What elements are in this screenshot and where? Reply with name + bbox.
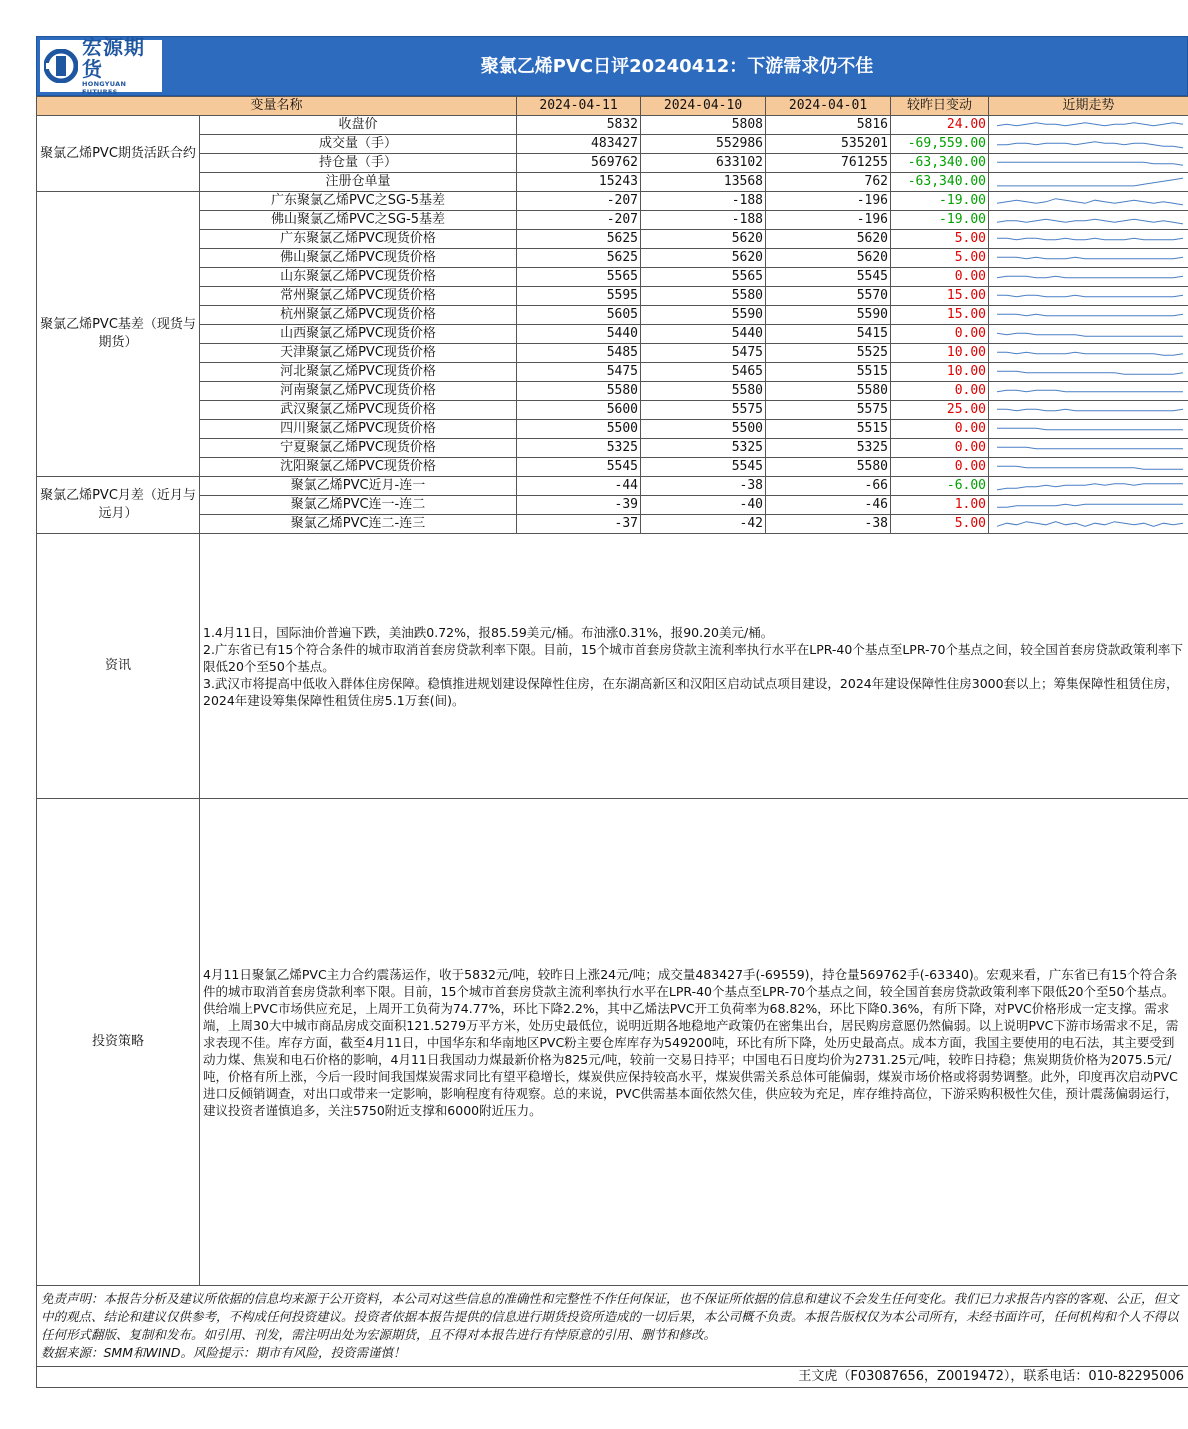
value-date3: 5515 bbox=[766, 420, 891, 439]
sparkline-path bbox=[997, 504, 1183, 507]
report-sheet bbox=[36, 36, 1188, 1388]
variable-name: 聚氯乙烯PVC连一-连二 bbox=[200, 496, 517, 515]
trend-sparkline bbox=[989, 344, 1188, 363]
sparkline-path bbox=[997, 333, 1183, 336]
value-date2: -38 bbox=[641, 477, 766, 496]
variable-name: 河北聚氯乙烯PVC现货价格 bbox=[200, 363, 517, 382]
change-value: 0.00 bbox=[891, 458, 989, 477]
change-value: 25.00 bbox=[891, 401, 989, 420]
trend-sparkline bbox=[989, 116, 1188, 135]
news-label: 资讯 bbox=[37, 534, 200, 799]
change-value: 0.00 bbox=[891, 420, 989, 439]
value-date3: 5545 bbox=[766, 268, 891, 287]
value-date2: 5465 bbox=[641, 363, 766, 382]
table-row bbox=[37, 135, 1188, 154]
value-date2: 5620 bbox=[641, 230, 766, 249]
sparkline-path bbox=[997, 522, 1183, 527]
value-date1: 5485 bbox=[517, 344, 641, 363]
author-contact: 王文虎（F03087656，Z0019472），联系电话：010-82295006 bbox=[37, 1367, 1188, 1388]
col-header-change: 较昨日变动 bbox=[891, 97, 989, 116]
sparkline-path bbox=[997, 447, 1183, 449]
value-date1: 5440 bbox=[517, 325, 641, 344]
table-row bbox=[37, 382, 1188, 401]
value-date2: 5565 bbox=[641, 268, 766, 287]
value-date3: 5580 bbox=[766, 458, 891, 477]
trend-sparkline bbox=[989, 173, 1188, 192]
logo-en-text: HONGYUAN FUTURES bbox=[82, 80, 127, 96]
value-date2: 5808 bbox=[641, 116, 766, 135]
value-date2: 5580 bbox=[641, 382, 766, 401]
sparkline-path bbox=[997, 123, 1183, 126]
value-date3: 762 bbox=[766, 173, 891, 192]
trend-sparkline bbox=[989, 420, 1188, 439]
table-row bbox=[37, 420, 1188, 439]
value-date2: -42 bbox=[641, 515, 766, 534]
sparkline-path bbox=[997, 219, 1183, 224]
value-date2: 5590 bbox=[641, 306, 766, 325]
value-date3: 5525 bbox=[766, 344, 891, 363]
change-value: 0.00 bbox=[891, 439, 989, 458]
col-header-date1: 2024-04-11 bbox=[517, 97, 641, 116]
col-header-date3: 2024-04-01 bbox=[766, 97, 891, 116]
company-logo bbox=[40, 35, 162, 96]
logo-cn-text: 宏源期货 bbox=[82, 35, 145, 81]
change-value: 0.00 bbox=[891, 325, 989, 344]
sparkline-path bbox=[997, 466, 1183, 469]
value-date2: 5500 bbox=[641, 420, 766, 439]
sparkline-path bbox=[997, 390, 1183, 392]
table-row bbox=[37, 477, 1188, 496]
value-date3: 5620 bbox=[766, 249, 891, 268]
change-value: 5.00 bbox=[891, 515, 989, 534]
trend-sparkline bbox=[989, 458, 1188, 477]
change-value: 10.00 bbox=[891, 363, 989, 382]
sparkline-path bbox=[997, 142, 1183, 148]
change-value: -6.00 bbox=[891, 477, 989, 496]
variable-name: 杭州聚氯乙烯PVC现货价格 bbox=[200, 306, 517, 325]
change-value: -19.00 bbox=[891, 192, 989, 211]
value-date3: -46 bbox=[766, 496, 891, 515]
sparkline-path bbox=[997, 295, 1183, 297]
value-date2: 5475 bbox=[641, 344, 766, 363]
value-date1: -39 bbox=[517, 496, 641, 515]
variable-name: 宁夏聚氯乙烯PVC现货价格 bbox=[200, 439, 517, 458]
variable-name: 河南聚氯乙烯PVC现货价格 bbox=[200, 382, 517, 401]
variable-name: 常州聚氯乙烯PVC现货价格 bbox=[200, 287, 517, 306]
variable-name: 武汉聚氯乙烯PVC现货价格 bbox=[200, 401, 517, 420]
value-date1: 5625 bbox=[517, 230, 641, 249]
sparkline-path bbox=[997, 199, 1183, 205]
value-date2: 5580 bbox=[641, 287, 766, 306]
value-date2: 5620 bbox=[641, 249, 766, 268]
change-value: 0.00 bbox=[891, 382, 989, 401]
variable-name: 山东聚氯乙烯PVC现货价格 bbox=[200, 268, 517, 287]
value-date2: 5575 bbox=[641, 401, 766, 420]
table-row bbox=[37, 249, 1188, 268]
disclaimer-text: 免责声明：本报告分析及建议所依据的信息均来源于公开资料，本公司对这些信息的准确性和完整性不作任何保证，也不保证所依据的信息和建议不会发生任何变化。我们已力求报告内容的客观、公正，但文中的观点、结论和建议仅供参考，不构成任何投资建议。投资者依据本报告提供的信息进行期货投资所造成的一切后果，本公司概不负责。本报告版权仅为本公司所有，未经书面许可，任何机构和个人不得以任何形式翻版、复制和发布。如引用、刊发，需注明出处为宏源期货，且不得对本报告进行有悖原意的引用、删节和修改。 bbox=[41, 1291, 1179, 1342]
variable-name: 持仓量（手） bbox=[200, 154, 517, 173]
variable-name: 山西聚氯乙烯PVC现货价格 bbox=[200, 325, 517, 344]
value-date2: -188 bbox=[641, 211, 766, 230]
group-label: 聚氯乙烯PVC基差（现货与期货） bbox=[37, 192, 200, 477]
value-date3: -38 bbox=[766, 515, 891, 534]
value-date3: 761255 bbox=[766, 154, 891, 173]
value-date2: 633102 bbox=[641, 154, 766, 173]
table-row bbox=[37, 401, 1188, 420]
trend-sparkline bbox=[989, 515, 1188, 534]
change-value: 5.00 bbox=[891, 230, 989, 249]
table-row bbox=[37, 515, 1188, 534]
value-date1: 5600 bbox=[517, 401, 641, 420]
report-title: 聚氯乙烯PVC日评20240412：下游需求仍不佳 bbox=[480, 56, 874, 77]
value-date3: 5620 bbox=[766, 230, 891, 249]
value-date1: -207 bbox=[517, 211, 641, 230]
sparkline-path bbox=[997, 428, 1183, 430]
data-source-text: 数据来源：SMM和WIND。风险提示：期市有风险，投资需谨慎！ bbox=[41, 1345, 406, 1360]
variable-name: 聚氯乙烯PVC近月-连一 bbox=[200, 477, 517, 496]
variable-name: 注册仓单量 bbox=[200, 173, 517, 192]
sparkline-path bbox=[997, 276, 1183, 278]
value-date2: 5325 bbox=[641, 439, 766, 458]
author-row bbox=[37, 1367, 1188, 1388]
change-value: -63,340.00 bbox=[891, 173, 989, 192]
change-value: 1.00 bbox=[891, 496, 989, 515]
value-date1: 15243 bbox=[517, 173, 641, 192]
value-date1: 5500 bbox=[517, 420, 641, 439]
data-table bbox=[36, 96, 1188, 1388]
value-date1: 5545 bbox=[517, 458, 641, 477]
value-date1: 5325 bbox=[517, 439, 641, 458]
variable-name: 四川聚氯乙烯PVC现货价格 bbox=[200, 420, 517, 439]
table-header-row bbox=[37, 97, 1188, 116]
table-row bbox=[37, 154, 1188, 173]
strategy-text: 4月11日聚氯乙烯PVC主力合约震荡运作，收于5832元/吨，较昨日上涨24元/吨；成交量483427手(-69559)，持仓量569762手(-63340)。宏观来看，广东省已有15个符合条件的城市取消首套房贷款利率下限。目前，15个城市首套房贷款主流利率执行水平在LPR-40个基点至LPR-70个基点之间，较全国首套房贷款政策利率下限低20个至50个基点。供给端上PVC市场供应充足，上周开工负荷为74.77%，环比下降2.2%，其中乙烯法PVC开工负荷率为68.82%，环比下降0.36%，有所下降，对PVC价格形成一定支撑。需求端，上周30大中城市商品房成交面积121.5279万平方米，处历史最低位，说明近期各地稳地产政策仍在密集出台，居民购房意愿仍然偏弱。以上说明PVC下游市场需求不足，需求表现不佳。库存方面，截至4月11日，中国华东和华南地区PVC粉主要仓库库存为549200吨，环比有所下降，处历史最高点。成本方面，我国主要使用的电石法，其主要受到动力煤、焦炭和电石价格的影响，4月11日我国动力煤最新价格为825元/吨，较前一交易日持平；中国电石日度均价为2731.25元/吨，较昨日持稳；焦炭期货价格为2075.5元/吨，价格有所上涨，今后一段时间我国煤炭需求同比有望平稳增长，煤炭供应保持较高水平，煤炭供需关系总体可能偏弱，煤炭市场价格或将弱势调整。此外，印度再次启动PVC进口反倾销调查，对出口或带来一定影响，影响程度有待观察。总的来说，PVC供需基本面依然欠佳，供应较为充足，库存维持高位，下游采购积极性欠佳，预计震荡偏弱运行，建议投资者谨慎追多，关注5750附近支撑和6000附近压力。 bbox=[200, 799, 1188, 1286]
sparkline-path bbox=[997, 409, 1183, 411]
table-row bbox=[37, 268, 1188, 287]
value-date1: 5580 bbox=[517, 382, 641, 401]
value-date1: 483427 bbox=[517, 135, 641, 154]
variable-name: 成交量（手） bbox=[200, 135, 517, 154]
value-date3: -196 bbox=[766, 192, 891, 211]
table-row bbox=[37, 211, 1188, 230]
value-date1: -37 bbox=[517, 515, 641, 534]
trend-sparkline bbox=[989, 268, 1188, 287]
sparkline-path bbox=[997, 162, 1183, 165]
logo-emblem-icon bbox=[44, 49, 78, 83]
table-row bbox=[37, 192, 1188, 211]
table-row bbox=[37, 230, 1188, 249]
value-date3: 5415 bbox=[766, 325, 891, 344]
trend-sparkline bbox=[989, 401, 1188, 420]
value-date1: -44 bbox=[517, 477, 641, 496]
table-row bbox=[37, 173, 1188, 192]
value-date3: -196 bbox=[766, 211, 891, 230]
trend-sparkline bbox=[989, 249, 1188, 268]
variable-name: 沈阳聚氯乙烯PVC现货价格 bbox=[200, 458, 517, 477]
trend-sparkline bbox=[989, 192, 1188, 211]
value-date3: 5590 bbox=[766, 306, 891, 325]
sparkline-path bbox=[997, 484, 1183, 490]
change-value: 15.00 bbox=[891, 306, 989, 325]
change-value: 15.00 bbox=[891, 287, 989, 306]
trend-sparkline bbox=[989, 211, 1188, 230]
value-date1: 5475 bbox=[517, 363, 641, 382]
table-row bbox=[37, 344, 1188, 363]
sparkline-path bbox=[997, 314, 1183, 316]
trend-sparkline bbox=[989, 230, 1188, 249]
variable-name: 广东聚氯乙烯PVC现货价格 bbox=[200, 230, 517, 249]
news-row bbox=[37, 534, 1188, 799]
value-date3: 5325 bbox=[766, 439, 891, 458]
table-row bbox=[37, 306, 1188, 325]
strategy-row bbox=[37, 799, 1188, 1286]
sparkline-path bbox=[997, 371, 1183, 374]
value-date1: 5625 bbox=[517, 249, 641, 268]
group-label: 聚氯乙烯PVC期货活跃合约 bbox=[37, 116, 200, 192]
sparkline-path bbox=[997, 257, 1183, 259]
sparkline-path bbox=[997, 352, 1183, 355]
disclaimer bbox=[37, 1286, 1188, 1367]
change-value: -19.00 bbox=[891, 211, 989, 230]
value-date1: 5595 bbox=[517, 287, 641, 306]
group-label: 聚氯乙烯PVC月差（近月与远月） bbox=[37, 477, 200, 534]
change-value: -69,559.00 bbox=[891, 135, 989, 154]
trend-sparkline bbox=[989, 477, 1188, 496]
change-value: 10.00 bbox=[891, 344, 989, 363]
value-date2: 552986 bbox=[641, 135, 766, 154]
col-header-name: 变量名称 bbox=[37, 97, 517, 116]
table-row bbox=[37, 458, 1188, 477]
trend-sparkline bbox=[989, 363, 1188, 382]
table-row bbox=[37, 116, 1188, 135]
value-date3: 5570 bbox=[766, 287, 891, 306]
change-value: 5.00 bbox=[891, 249, 989, 268]
trend-sparkline bbox=[989, 287, 1188, 306]
trend-sparkline bbox=[989, 496, 1188, 515]
table-row bbox=[37, 496, 1188, 515]
table-row bbox=[37, 287, 1188, 306]
value-date2: 5440 bbox=[641, 325, 766, 344]
value-date1: 5565 bbox=[517, 268, 641, 287]
news-text: 1.4月11日，国际油价普遍下跌，美油跌0.72%，报85.59美元/桶。布油涨0.31%，报90.20美元/桶。 2.广东省已有15个符合条件的城市取消首套房贷款利率下限。目前，15个城市首套房贷款主流利率执行水平在LPR-40个基点至LPR-70个基点之间，较全国首套房贷款政策利率下限低20个至50个基点。 3.武汉市将提高中低收入群体住房保障。稳慎推进规划建设保障性住房，在东湖高新区和汉阳区启动试点项目建设，2024年建设保障性住房3000套以上；筹集保障性租赁住房，2024年建设筹集保障性租赁住房5.1万套(间)。 bbox=[200, 534, 1188, 799]
value-date3: 5816 bbox=[766, 116, 891, 135]
value-date3: -66 bbox=[766, 477, 891, 496]
table-row bbox=[37, 439, 1188, 458]
value-date3: 5575 bbox=[766, 401, 891, 420]
value-date3: 535201 bbox=[766, 135, 891, 154]
col-header-trend: 近期走势 bbox=[989, 97, 1188, 116]
strategy-label: 投资策略 bbox=[37, 799, 200, 1286]
value-date2: 13568 bbox=[641, 173, 766, 192]
report-header bbox=[36, 36, 1188, 96]
change-value: 0.00 bbox=[891, 268, 989, 287]
value-date2: -188 bbox=[641, 192, 766, 211]
value-date1: 569762 bbox=[517, 154, 641, 173]
value-date1: -207 bbox=[517, 192, 641, 211]
trend-sparkline bbox=[989, 325, 1188, 344]
trend-sparkline bbox=[989, 439, 1188, 458]
value-date1: 5605 bbox=[517, 306, 641, 325]
value-date2: 5545 bbox=[641, 458, 766, 477]
col-header-date2: 2024-04-10 bbox=[641, 97, 766, 116]
value-date2: -40 bbox=[641, 496, 766, 515]
change-value: -63,340.00 bbox=[891, 154, 989, 173]
variable-name: 聚氯乙烯PVC连二-连三 bbox=[200, 515, 517, 534]
trend-sparkline bbox=[989, 154, 1188, 173]
variable-name: 佛山聚氯乙烯PVC现货价格 bbox=[200, 249, 517, 268]
sparkline-path bbox=[997, 178, 1183, 186]
trend-sparkline bbox=[989, 306, 1188, 325]
change-value: 24.00 bbox=[891, 116, 989, 135]
value-date3: 5580 bbox=[766, 382, 891, 401]
variable-name: 收盘价 bbox=[200, 116, 517, 135]
variable-name: 佛山聚氯乙烯PVC之SG-5基差 bbox=[200, 211, 517, 230]
value-date1: 5832 bbox=[517, 116, 641, 135]
disclaimer-row bbox=[37, 1286, 1188, 1367]
trend-sparkline bbox=[989, 135, 1188, 154]
table-row bbox=[37, 325, 1188, 344]
trend-sparkline bbox=[989, 382, 1188, 401]
table-row bbox=[37, 363, 1188, 382]
variable-name: 天津聚氯乙烯PVC现货价格 bbox=[200, 344, 517, 363]
variable-name: 广东聚氯乙烯PVC之SG-5基差 bbox=[200, 192, 517, 211]
sparkline-path bbox=[997, 238, 1183, 240]
value-date3: 5515 bbox=[766, 363, 891, 382]
